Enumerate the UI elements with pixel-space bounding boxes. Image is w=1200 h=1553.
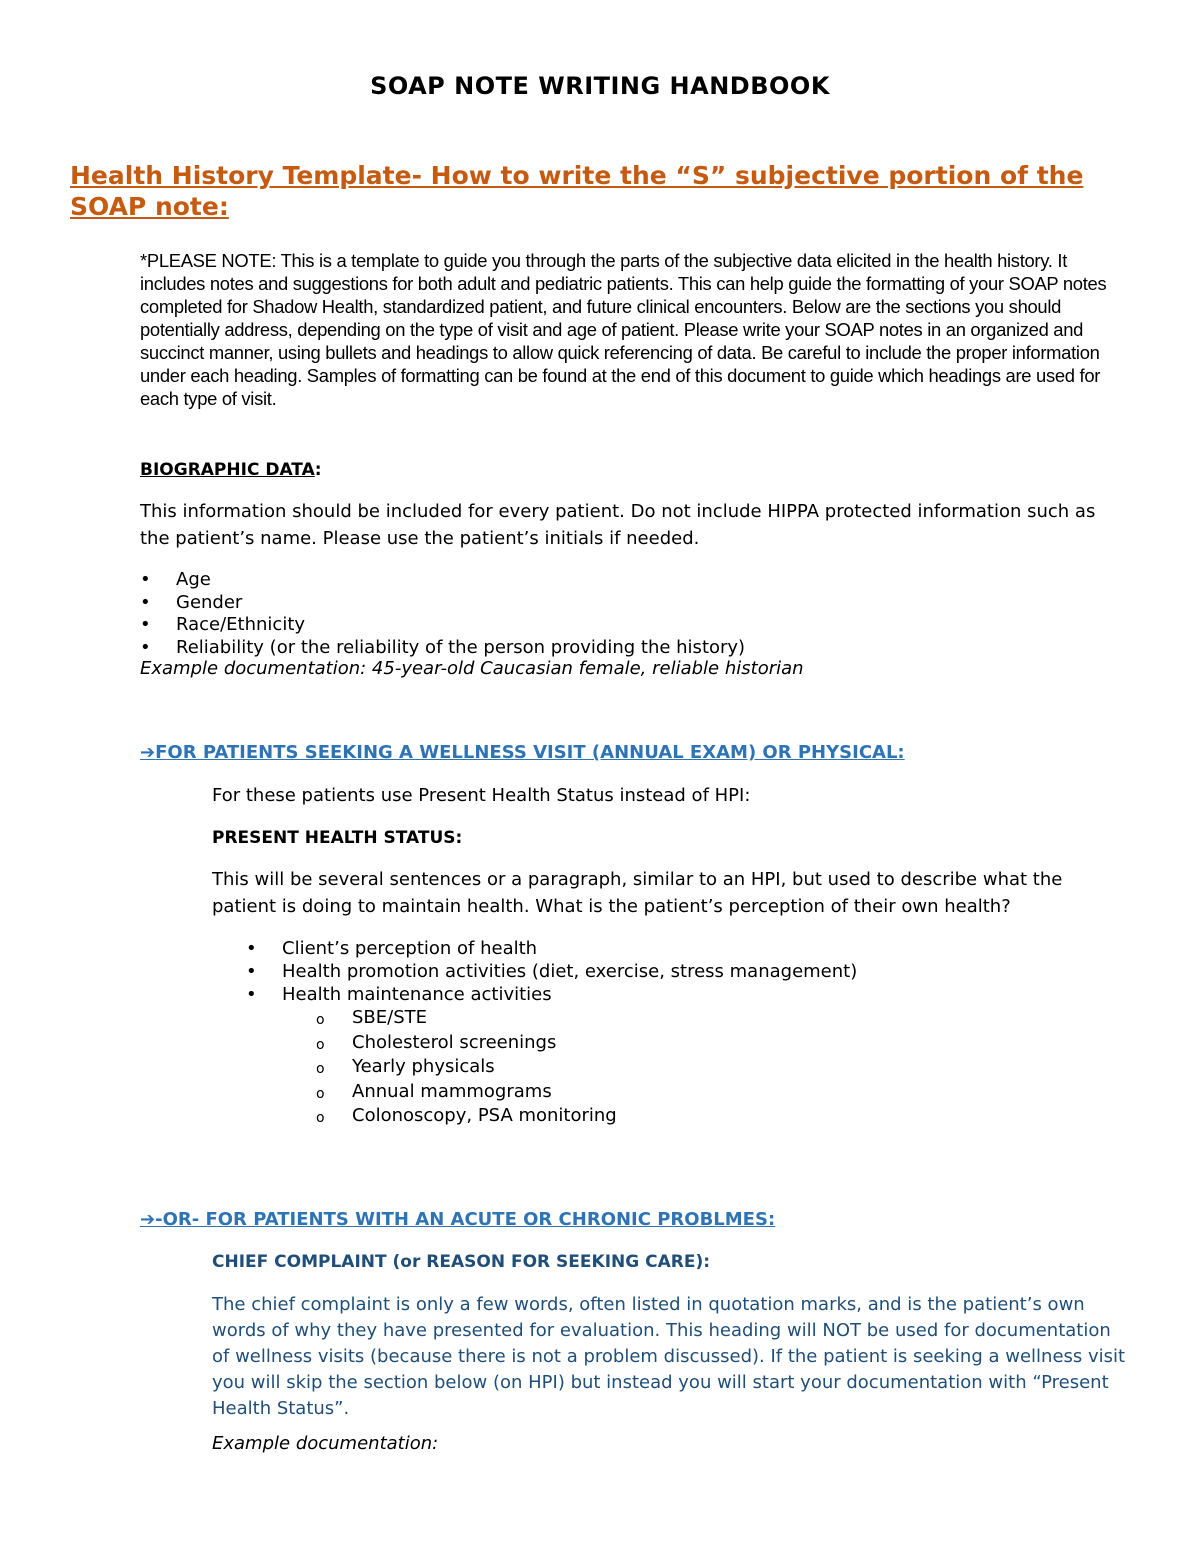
wellness-list — [246, 937, 1146, 1006]
chief-complaint-heading: CHIEF COMPLAINT (or REASON FOR SEEKING CARE): — [212, 1252, 711, 1272]
sub-bullet-icon: o — [316, 1110, 325, 1126]
bullet-icon: • — [246, 984, 257, 1005]
list-item-text: Reliability (or the reliability of the person providing the history) — [176, 636, 746, 658]
bullet-icon: • — [246, 938, 257, 959]
list-item-text: Colonoscopy, PSA monitoring — [352, 1105, 617, 1126]
bullet-icon: • — [140, 614, 151, 635]
list-item — [246, 960, 1146, 983]
list-item-text: Client’s perception of health — [282, 938, 538, 959]
wellness-heading-text: FOR PATIENTS SEEKING A WELLNESS VISIT (ANNUAL EXAM) OR PHYSICAL: — [155, 742, 905, 763]
bullet-icon: • — [140, 569, 151, 590]
sub-bullet-icon: o — [316, 1012, 325, 1028]
list-item — [316, 1031, 1016, 1056]
wellness-heading[interactable] — [140, 742, 905, 763]
sub-bullet-icon: o — [316, 1085, 325, 1102]
biographic-list — [140, 569, 1130, 659]
bullet-icon: • — [246, 961, 257, 982]
chief-complaint-example: Example documentation: — [212, 1433, 439, 1454]
section-heading: Health History Template- How to write the “S” subjective portion of the SOAP note: — [70, 161, 1084, 221]
list-item-text: Health maintenance activities — [282, 984, 552, 1005]
bullet-icon: • — [140, 591, 151, 613]
biographic-heading-colon: : — [314, 460, 322, 480]
biographic-paragraph: This information should be included for every patient. Do not include HIPPA protected information such as the patient’s name. Please use the patient’s initials if needed. — [140, 501, 1096, 549]
list-item — [140, 614, 1130, 637]
wellness-intro: For these patients use Present Health Status instead of HPI: — [212, 785, 751, 806]
list-item-text: Yearly physicals — [352, 1056, 495, 1077]
sub-bullet-icon: o — [316, 1061, 325, 1077]
present-health-status-heading: PRESENT HEALTH STATUS: — [212, 828, 463, 848]
list-item-text: Health promotion activities (diet, exercise, stress management) — [282, 961, 858, 982]
document-title: SOAP NOTE WRITING HANDBOOK — [370, 72, 830, 100]
list-item-text: Age — [176, 569, 211, 590]
present-health-status-paragraph: This will be several sentences or a paragraph, similar to an HPI, but used to describe what the patient is doing to maintain health. What is the patient’s perception of their own health? — [212, 869, 1063, 917]
arrow-icon: ➔ — [140, 742, 156, 763]
list-item — [316, 1055, 1016, 1080]
chief-complaint-paragraph: The chief complaint is only a few words, often listed in quotation marks, and is the patient’s own words of why they have presented for evaluation. This heading will NOT be used for documentation of wellness visits (because there is not a problem discussed). If the patient is seeking a wellness visit you will skip the section below (on HPI) but instead you will start your documentation with “Present Health Status”. — [212, 1294, 1126, 1419]
list-item-text: Annual mammograms — [352, 1080, 552, 1102]
list-item — [140, 637, 1130, 660]
list-item — [246, 983, 1146, 1006]
health-maintenance-list — [316, 1006, 1016, 1129]
intro-note: *PLEASE NOTE: This is a template to guide you through the parts of the subjective data elicited in the health history. It includes notes and suggestions for both adult and pediatric patients. This can help guide the formatting of your SOAP notes completed for Shadow Health, standardized patient, and future clinical encounters. Below are the sections you should potentially address, depending on the type of visit and age of patient. Please write your SOAP notes in an organized and succinct manner, using bullets and headings to allow quick referencing of data. Be careful to include the proper information under each heading. Samples of formatting can be found at the end of this document to guide which headings are used for each type of visit. — [140, 250, 1107, 409]
bullet-icon: • — [140, 636, 151, 658]
list-item — [140, 569, 1130, 592]
biographic-heading — [140, 460, 322, 480]
list-item — [316, 1006, 1016, 1031]
list-item-text: SBE/STE — [352, 1007, 428, 1028]
acute-heading[interactable] — [140, 1209, 775, 1230]
biographic-example: Example documentation: 45-year-old Caucasian female, reliable historian — [140, 658, 804, 679]
arrow-icon: ➔ — [140, 1209, 156, 1230]
list-item — [246, 937, 1146, 960]
list-item — [316, 1104, 1016, 1129]
list-item-text: Race/Ethnicity — [176, 614, 306, 635]
list-item-text: Cholesterol screenings — [352, 1031, 557, 1053]
list-item — [140, 592, 1130, 615]
acute-heading-text: -OR- FOR PATIENTS WITH AN ACUTE OR CHRONIC PROBLMES: — [155, 1209, 776, 1230]
biographic-heading-text: BIOGRAPHIC DATA — [140, 460, 315, 480]
list-item — [316, 1080, 1016, 1105]
sub-bullet-icon: o — [316, 1036, 325, 1053]
list-item-text: Gender — [176, 591, 243, 613]
